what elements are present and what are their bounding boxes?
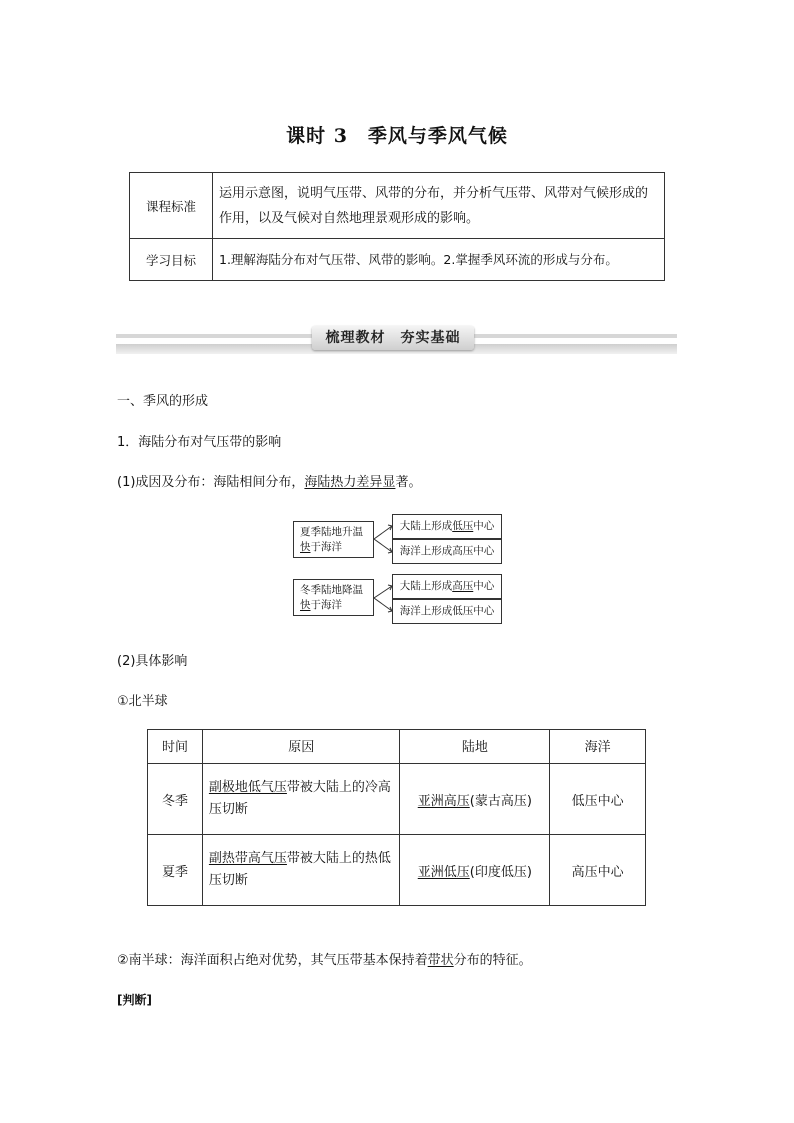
land-rest: (印度低压) bbox=[469, 864, 532, 880]
impact-heading: (2)具体影响 bbox=[117, 654, 188, 669]
reason-underline: 副极地低气压 bbox=[208, 780, 287, 795]
judge-label: [判断] bbox=[117, 993, 152, 1007]
reason-rest: 带被大陆上的热低压切断 bbox=[208, 851, 391, 888]
cause-suffix: 著。 bbox=[395, 475, 422, 490]
summer-land-b: 中心 bbox=[473, 520, 495, 532]
goals-text: 1.理解海陆分布对气压带、风带的影响。2.掌握季风环流的形成与分布。 bbox=[213, 239, 665, 281]
standards-label: 课程标准 bbox=[130, 173, 213, 239]
summer-cause-box bbox=[293, 521, 374, 558]
winter-land-b: 中心 bbox=[473, 580, 495, 592]
summer-land-box bbox=[392, 514, 502, 539]
cause-underline: 海陆热力差异显 bbox=[304, 475, 396, 490]
cause-prefix: (1)成因及分布：海陆相间分布， bbox=[117, 475, 305, 490]
summer-land-u: 低压 bbox=[452, 520, 474, 532]
land-underline: 亚洲低压 bbox=[417, 864, 470, 880]
standards-table bbox=[129, 172, 665, 281]
winter-ocean-box: 海洋上形成低压中心 bbox=[392, 599, 502, 624]
section-heading: 一、季风的形成 bbox=[117, 394, 209, 409]
north-heading: ①北半球 bbox=[117, 694, 168, 709]
south-prefix: ②南半球：海洋面积占绝对优势，其气压带基本保持着 bbox=[117, 953, 428, 968]
header-time: 时间 bbox=[148, 730, 203, 764]
row-ocean: 低压中心 bbox=[550, 764, 646, 835]
land-underline: 亚洲高压 bbox=[417, 793, 470, 809]
summer-ocean-box: 海洋上形成高压中心 bbox=[392, 539, 502, 564]
row-ocean: 高压中心 bbox=[550, 835, 646, 906]
summer-cause-line1: 夏季陆地升温 bbox=[300, 526, 363, 538]
summer-fast: 快 bbox=[300, 541, 311, 553]
winter-cause-box bbox=[293, 579, 374, 616]
header-ocean: 海洋 bbox=[550, 730, 646, 764]
goals-label: 学习目标 bbox=[130, 239, 213, 281]
winter-cause-rest: 于海洋 bbox=[310, 599, 342, 611]
winter-land-a: 大陆上形成 bbox=[399, 580, 453, 592]
table-row bbox=[148, 764, 646, 835]
header-land: 陆地 bbox=[400, 730, 550, 764]
banner-title: 梳理教材 夯实基础 bbox=[312, 326, 474, 350]
north-table bbox=[147, 729, 646, 906]
header-reason: 原因 bbox=[202, 730, 400, 764]
summer-land-a: 大陆上形成 bbox=[399, 520, 453, 532]
row-reason bbox=[202, 764, 400, 835]
table-row bbox=[148, 835, 646, 906]
summer-cause-line2 bbox=[300, 540, 367, 555]
south-paragraph bbox=[117, 949, 532, 968]
winter-cause-line1: 冬季陆地降温 bbox=[300, 584, 363, 596]
flow-arrows bbox=[374, 510, 394, 630]
row-land bbox=[400, 764, 550, 835]
winter-land-box bbox=[392, 574, 502, 599]
row-reason bbox=[202, 835, 400, 906]
south-suffix: 分布的特征。 bbox=[453, 953, 532, 968]
summer-arrow-icon bbox=[374, 525, 392, 553]
page-title: 课时 3 季风与季风气候 bbox=[286, 125, 508, 147]
land-rest: (蒙古高压) bbox=[469, 793, 532, 809]
row-time: 夏季 bbox=[148, 835, 203, 906]
summer-cause-rest: 于海洋 bbox=[310, 541, 342, 553]
winter-cause-line2 bbox=[300, 598, 367, 613]
row-time: 冬季 bbox=[148, 764, 203, 835]
subsection-heading: 1．海陆分布对气压带的影响 bbox=[117, 435, 282, 450]
row-land bbox=[400, 835, 550, 906]
reason-underline: 副热带高气压 bbox=[208, 851, 287, 866]
winter-arrow-icon bbox=[374, 585, 392, 612]
standards-text: 运用示意图，说明气压带、风带的分布，并分析气压带、风带对气候形成的作用，以及气候对自然地理景观形成的影响。 bbox=[213, 173, 665, 239]
cause-paragraph bbox=[117, 471, 421, 490]
winter-fast: 快 bbox=[300, 599, 311, 611]
south-underline: 带状 bbox=[427, 953, 454, 968]
winter-land-u: 高压 bbox=[452, 580, 474, 592]
section-banner bbox=[116, 322, 677, 360]
table-header-row bbox=[148, 730, 646, 764]
reason-rest: 带被大陆上的冷高压切断 bbox=[208, 780, 391, 817]
